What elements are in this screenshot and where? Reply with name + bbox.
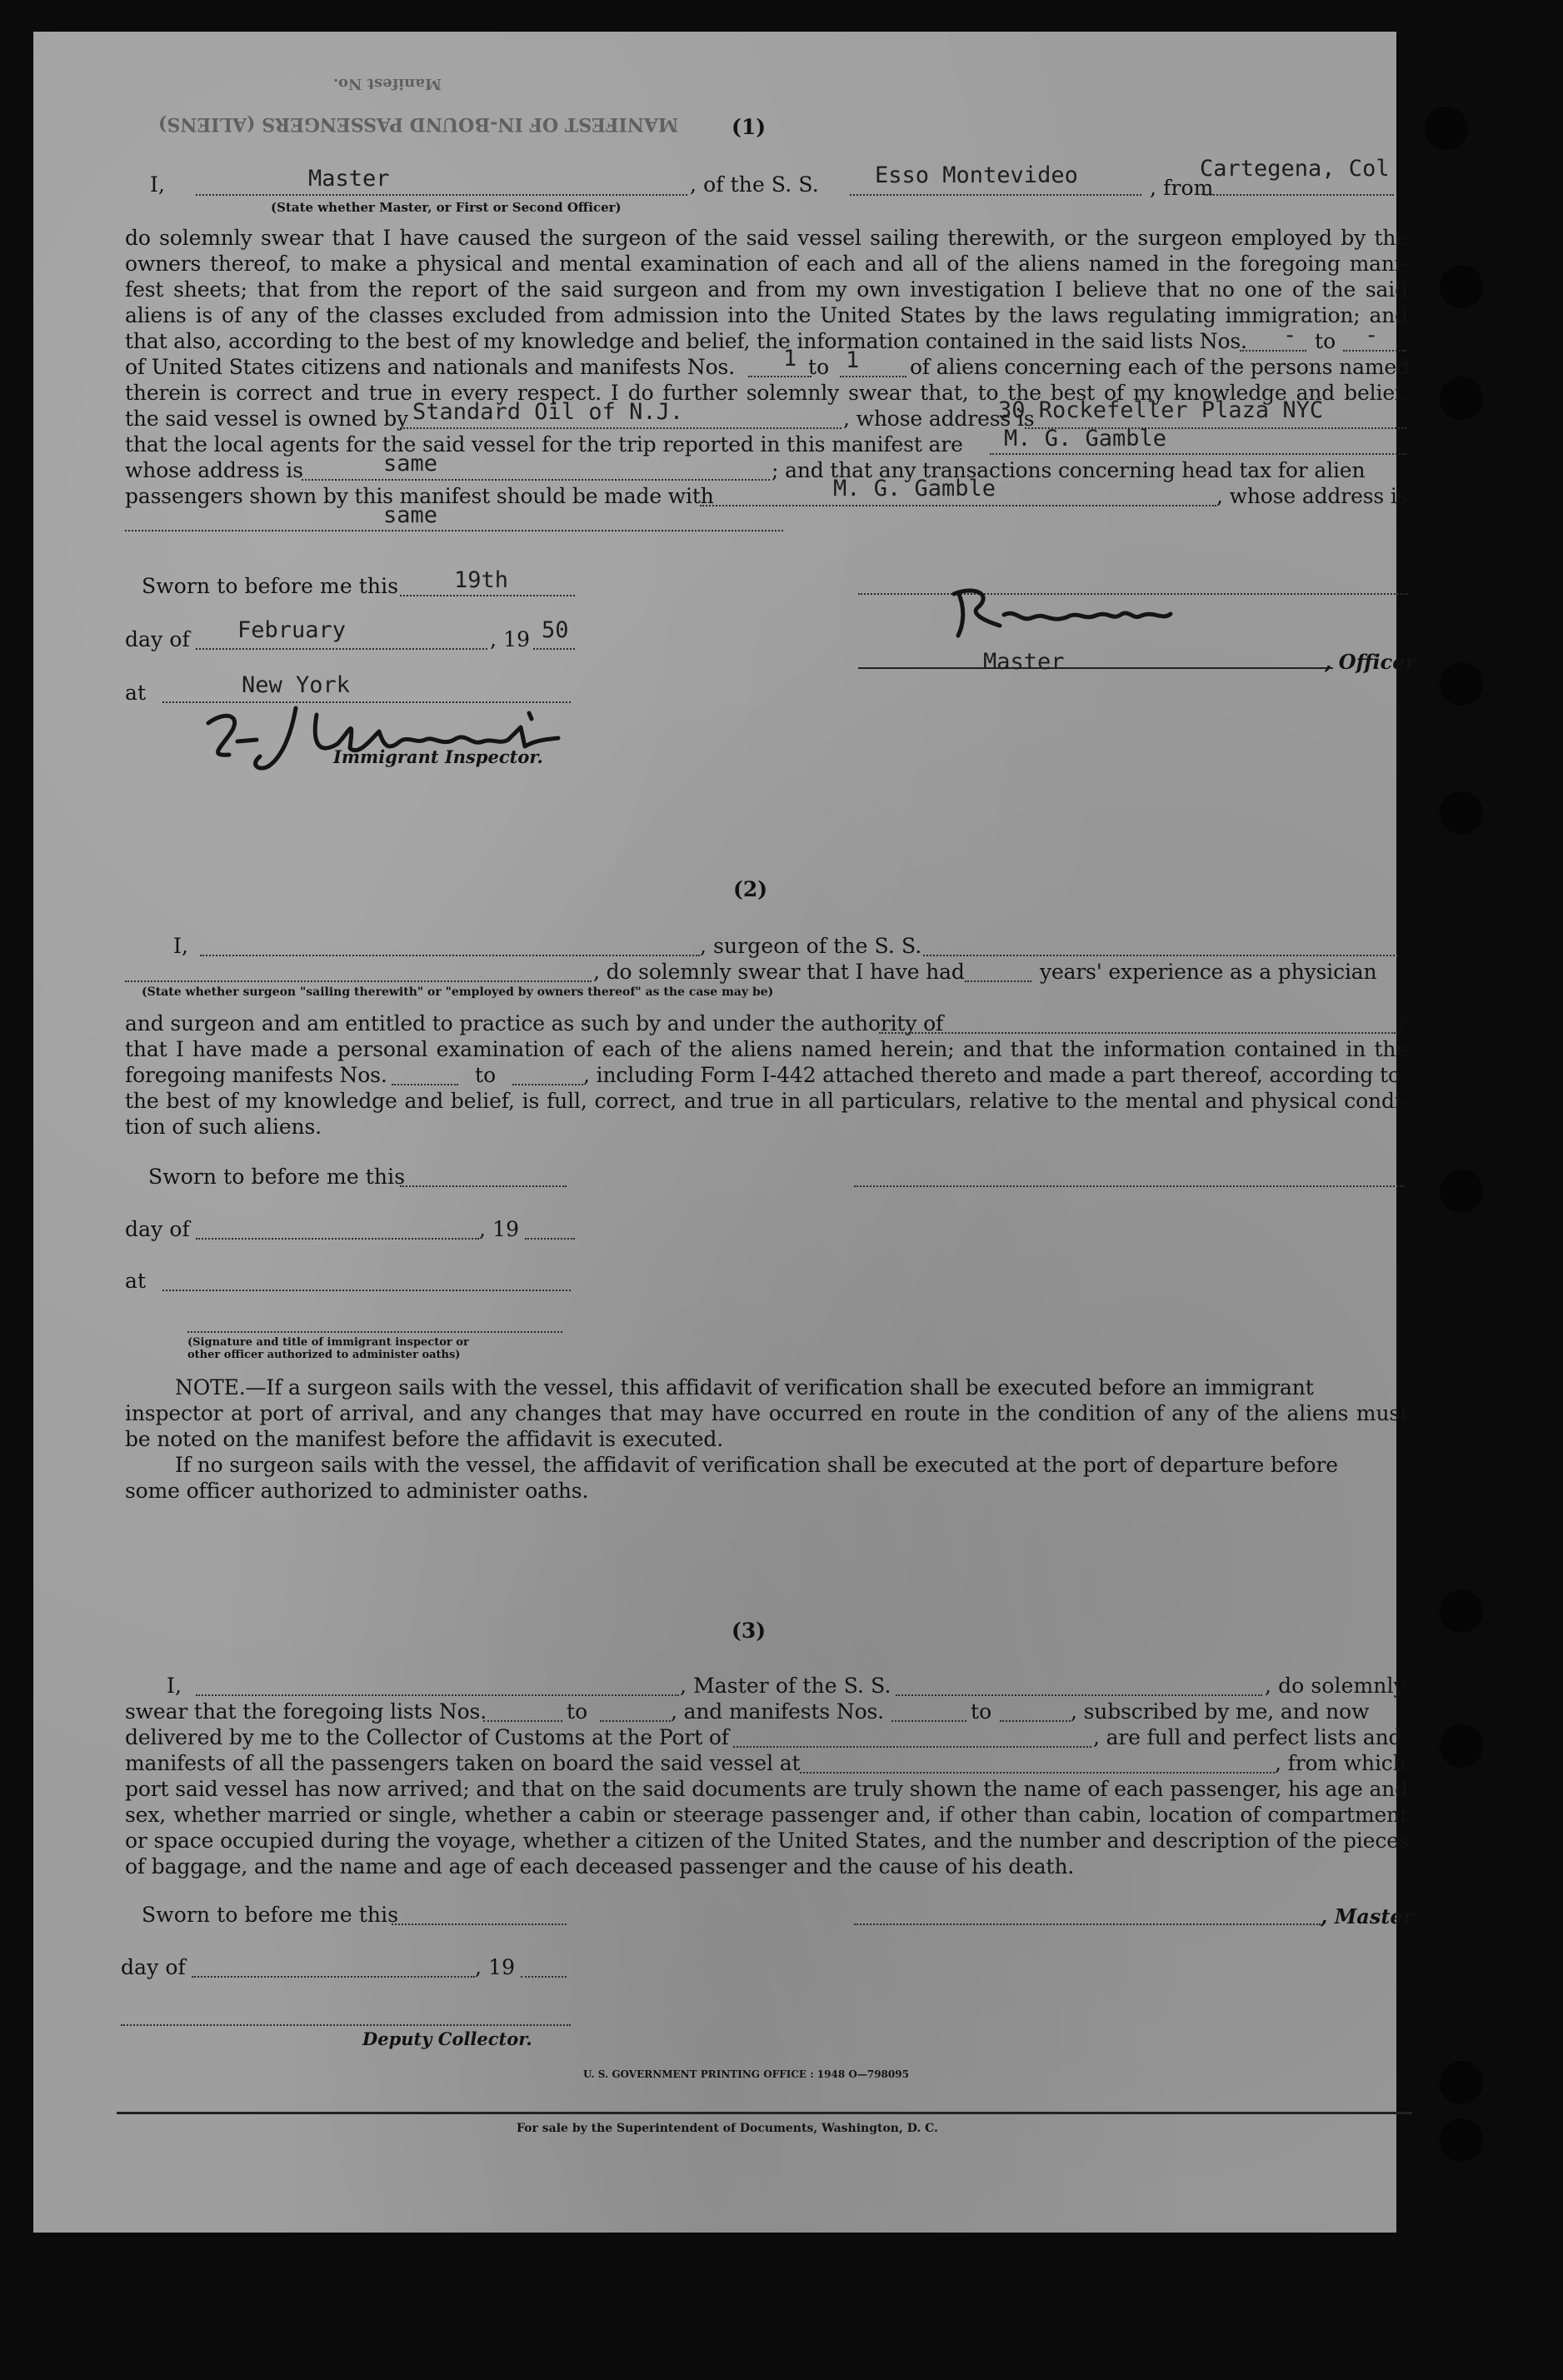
- binder-hole: [1440, 1170, 1483, 1213]
- sworn-label: Sworn to before me this: [148, 1165, 406, 1189]
- surgeon-oath-b: years' experience as a physician: [1040, 960, 1377, 984]
- collector-line-2c: , subscribed by me, and now: [1071, 1699, 1370, 1724]
- faint-manifest-title: MANIFEST OF IN-BOUND PASSENGERS (ALIENS): [158, 113, 679, 135]
- sworn-label: Sworn to before me this: [142, 574, 399, 598]
- owner-address-label: , whose address is: [843, 407, 1035, 431]
- to-label: to: [971, 1699, 992, 1724]
- semicolon: ;: [1398, 1011, 1406, 1035]
- day-of-label: day of: [121, 1955, 186, 1979]
- master-label: , Master: [1321, 1904, 1414, 1928]
- binder-hole: [1440, 265, 1483, 308]
- faint-manifest-number: Manifest No.: [333, 75, 442, 92]
- owned-by-label: the said vessel is owned by: [125, 407, 409, 431]
- master-name-line: [196, 1694, 679, 1696]
- lists-to: -: [1365, 322, 1379, 348]
- section-3-number: (3): [732, 1619, 767, 1643]
- agents-address-line: [302, 479, 770, 481]
- port-line: [1204, 194, 1394, 196]
- year-line: [525, 1238, 575, 1240]
- surgeon-oath-a: , do solemnly swear that I have had: [593, 960, 965, 984]
- collector-line-2a: swear that the foregoing lists Nos.: [125, 1699, 487, 1724]
- year-line: [533, 648, 575, 650]
- passengers-label: passengers shown by this manifest should be made with: [125, 484, 714, 508]
- to-label: to: [475, 1063, 497, 1087]
- place-line: [162, 1290, 571, 1291]
- officer-label: , Officer: [1325, 650, 1416, 674]
- footer-rule: [117, 2112, 1412, 2114]
- to-label: to: [567, 1699, 588, 1724]
- head-tax-address-label: , whose address is: [1216, 484, 1408, 508]
- note-line-4: If no surgeon sails with the vessel, the affidavit of verification shall be executed at the port of departure before: [175, 1453, 1338, 1477]
- vessel-line: [850, 194, 1141, 196]
- year-prefix: , 19: [475, 1955, 516, 1979]
- surgeon-line-4: that I have made a personal examination of each of the aliens named herein; and that the information contained in the: [125, 1037, 1408, 1061]
- oath-line-6b: of aliens concerning each of the persons named: [910, 355, 1410, 379]
- manifests-from-line: [748, 376, 811, 377]
- head-tax-label: ; and that any transactions concerning head tax for alien: [772, 458, 1366, 482]
- binder-hole: [1425, 107, 1468, 150]
- year-prefix: , 19: [479, 1217, 520, 1241]
- month-value: February: [237, 617, 347, 643]
- binder-hole: [1440, 662, 1483, 706]
- surgeon-note: (State whether surgeon "sailing therewith" or "employed by owners thereof" as the case may be): [142, 985, 774, 999]
- section-1-number: (1): [732, 115, 767, 139]
- binder-hole: [1440, 2118, 1483, 2162]
- note-text-1: —If a surgeon sails with the vessel, this affidavit of verification shall be executed before an immigrant: [245, 1375, 1314, 1400]
- surgeon-vessel-line: [923, 955, 1398, 956]
- rank-value: Master: [308, 166, 390, 192]
- manifests-to: 1: [846, 347, 860, 373]
- oath-line-5: that also, according to the best of my knowledge and belief, the information contained in the said lists Nos.: [125, 329, 1247, 353]
- master-title: Master: [983, 649, 1065, 675]
- oath-line-2: owners thereof, to make a physical and mental examination of each and all of the aliens named in the foregoing mani-: [125, 252, 1408, 276]
- i-label: I,: [150, 172, 166, 197]
- years-line: [965, 980, 1031, 982]
- agents-value: M. G. Gamble: [1004, 426, 1167, 452]
- head-tax-value: M. G. Gamble: [833, 476, 996, 501]
- of-ss-label: , of the S. S.: [690, 172, 819, 197]
- lists-from-line: [483, 1720, 562, 1722]
- surgeon-line-6: the best of my knowledge and belief, is full, correct, and true in all particulars, relative to the mental and physical condi-: [125, 1089, 1408, 1113]
- manifests-to-line: [840, 376, 906, 377]
- collector-line-6: sex, whether married or single, whether a cabin or steerage passenger and, if other than cabin, location of compartment: [125, 1803, 1408, 1827]
- master-signature: [941, 577, 1241, 644]
- from-label: , from: [1150, 176, 1214, 200]
- sworn-day-line: [400, 1185, 567, 1187]
- master-signature-line: [854, 1923, 1321, 1925]
- owner-name: Standard Oil of N.J.: [412, 399, 684, 425]
- lists-from: -: [1283, 322, 1297, 348]
- head-tax-address-line: [125, 530, 783, 531]
- oath-line-6a: of United States citizens and nationals and manifests Nos.: [125, 355, 735, 379]
- deputy-signature-line: [121, 2024, 571, 2026]
- collector-line-4b: , from which: [1275, 1751, 1406, 1775]
- collector-line-5: port said vessel has now arrived; and that on the said documents are truly shown the name of each passenger, his age and: [125, 1777, 1408, 1801]
- to-label: to: [1315, 329, 1336, 353]
- comma: ,: [1400, 934, 1407, 958]
- solemnly-label: , do solemnly: [1265, 1674, 1406, 1698]
- agents-label: that the local agents for the said vessel for the trip reported in this manifest are: [125, 432, 963, 457]
- month-line: [192, 1976, 475, 1978]
- binder-hole: [1440, 2061, 1483, 2104]
- note-line-2: inspector at port of arrival, and any changes that may have occurred en route in the condition of any of the aliens must: [125, 1401, 1408, 1425]
- collector-line-4a: manifests of all the passengers taken on board the said vessel at: [125, 1751, 801, 1775]
- departure-port-line: [800, 1772, 1275, 1774]
- inspector-signature-line: [187, 1331, 562, 1333]
- surgeon-line-5b: , including Form I-442 attached thereto and made a part thereof, according to: [583, 1063, 1401, 1087]
- port-line: [733, 1746, 1091, 1748]
- to-label: to: [808, 355, 830, 379]
- collector-line-8: of baggage, and the name and age of each deceased passenger and the cause of his death.: [125, 1854, 1075, 1879]
- gpo-imprint: U. S. GOVERNMENT PRINTING OFFICE : 1948 O—798095: [583, 2068, 909, 2080]
- binder-hole: [1440, 1724, 1483, 1768]
- collector-line-3b: , are full and perfect lists and: [1093, 1725, 1402, 1749]
- oath-line-4: aliens is of any of the classes excluded from admission into the United States by the laws regulating immigration; and: [125, 303, 1408, 327]
- binder-hole: [1440, 791, 1483, 835]
- place-value: New York: [242, 672, 351, 698]
- i-label: I,: [173, 934, 189, 958]
- lists-to-line: [1343, 350, 1406, 352]
- agents-address-label: whose address is: [125, 458, 303, 482]
- owner-address: 30 Rockefeller Plaza NYC: [998, 397, 1324, 423]
- port-value: Cartegena, Col: [1200, 156, 1390, 182]
- vessel-line: [896, 1694, 1262, 1696]
- manifests-from-line: [891, 1720, 966, 1722]
- month-line: [196, 1238, 479, 1240]
- year-prefix: , 19: [490, 627, 531, 651]
- section-2-number: (2): [733, 877, 768, 901]
- month-line: [196, 648, 487, 650]
- note-line-5: some officer authorized to administer oaths.: [125, 1479, 589, 1503]
- note-line-3: be noted on the manifest before the affidavit is executed.: [125, 1427, 724, 1451]
- agents-line: [990, 453, 1406, 455]
- surgeon-of-label: , surgeon of the S. S.: [700, 934, 922, 958]
- day-of-label: day of: [125, 627, 190, 651]
- surgeon-signature-line: [854, 1185, 1404, 1187]
- oath-line-3: fest sheets; that from the report of the said surgeon and from my own investigation I believe that no one of the said: [125, 277, 1408, 302]
- agents-address: same: [383, 451, 438, 476]
- officer-title-line: [858, 667, 1333, 669]
- binder-hole: [1440, 377, 1483, 420]
- lists-to-line: [600, 1720, 671, 1722]
- head-tax-line: [700, 505, 1216, 506]
- sworn-label: Sworn to before me this: [142, 1903, 399, 1927]
- note-label: NOTE.: [175, 1375, 246, 1400]
- collector-line-2b: , and manifests Nos.: [671, 1699, 884, 1724]
- surgeon-line-3: and surgeon and am entitled to practice as such by and under the authority of: [125, 1011, 944, 1035]
- day-of-label: day of: [125, 1217, 190, 1241]
- collector-line-7: or space occupied during the voyage, whether a citizen of the United States, and the number and description of the pieces: [125, 1829, 1410, 1853]
- manifests-from: 1: [783, 346, 797, 372]
- lists-from-line: [1240, 350, 1306, 352]
- year-line: [521, 1976, 567, 1978]
- owner-line: [400, 427, 841, 429]
- inspector-label: Immigrant Inspector.: [333, 746, 543, 767]
- rank-line: [196, 194, 687, 196]
- sworn-day: 19th: [454, 567, 509, 593]
- i-label: I,: [167, 1674, 182, 1698]
- signature-note-1: (Signature and title of immigrant inspector or: [187, 1336, 469, 1349]
- manifest-affidavit-page: [33, 32, 1416, 2233]
- rank-note: (State whether Master, or First or Second Officer): [271, 200, 622, 215]
- master-of-label: , Master of the S. S.: [680, 1674, 891, 1698]
- manifests-to-line: [1000, 1720, 1071, 1722]
- deputy-collector-label: Deputy Collector.: [362, 2028, 532, 2049]
- at-label: at: [125, 681, 147, 705]
- collector-line-3a: delivered by me to the Collector of Customs at the Port of: [125, 1725, 729, 1749]
- sworn-day-line: [400, 595, 575, 596]
- surgeon-type-line: [125, 980, 592, 982]
- surgeon-name-line: [200, 955, 700, 956]
- year-value: 50: [542, 617, 569, 643]
- signature-note-2: other officer authorized to administer oaths): [187, 1349, 461, 1361]
- oath-line-1: do solemnly swear that I have caused the surgeon of the said vessel sailing therewith, or the surgeon employed by the: [125, 226, 1408, 250]
- manifest-from-line: [392, 1084, 458, 1085]
- surgeon-line-7: tion of such aliens.: [125, 1115, 322, 1139]
- oath-line-7: therein is correct and true in every respect. I do further solemnly swear that, to the best of my knowledge and belief,: [125, 381, 1408, 405]
- manifest-to-line: [512, 1084, 583, 1085]
- binder-hole: [1440, 1589, 1483, 1633]
- head-tax-address: same: [383, 502, 438, 528]
- note-line-1: [175, 1375, 1314, 1400]
- sworn-day-line: [392, 1923, 567, 1925]
- authority-line: [879, 1032, 1396, 1034]
- at-label: at: [125, 1269, 147, 1293]
- vessel-name: Esso Montevideo: [875, 162, 1078, 188]
- sale-imprint: For sale by the Superintendent of Documents, Washington, D. C.: [517, 2122, 938, 2135]
- surgeon-line-5a: foregoing manifests Nos.: [125, 1063, 387, 1087]
